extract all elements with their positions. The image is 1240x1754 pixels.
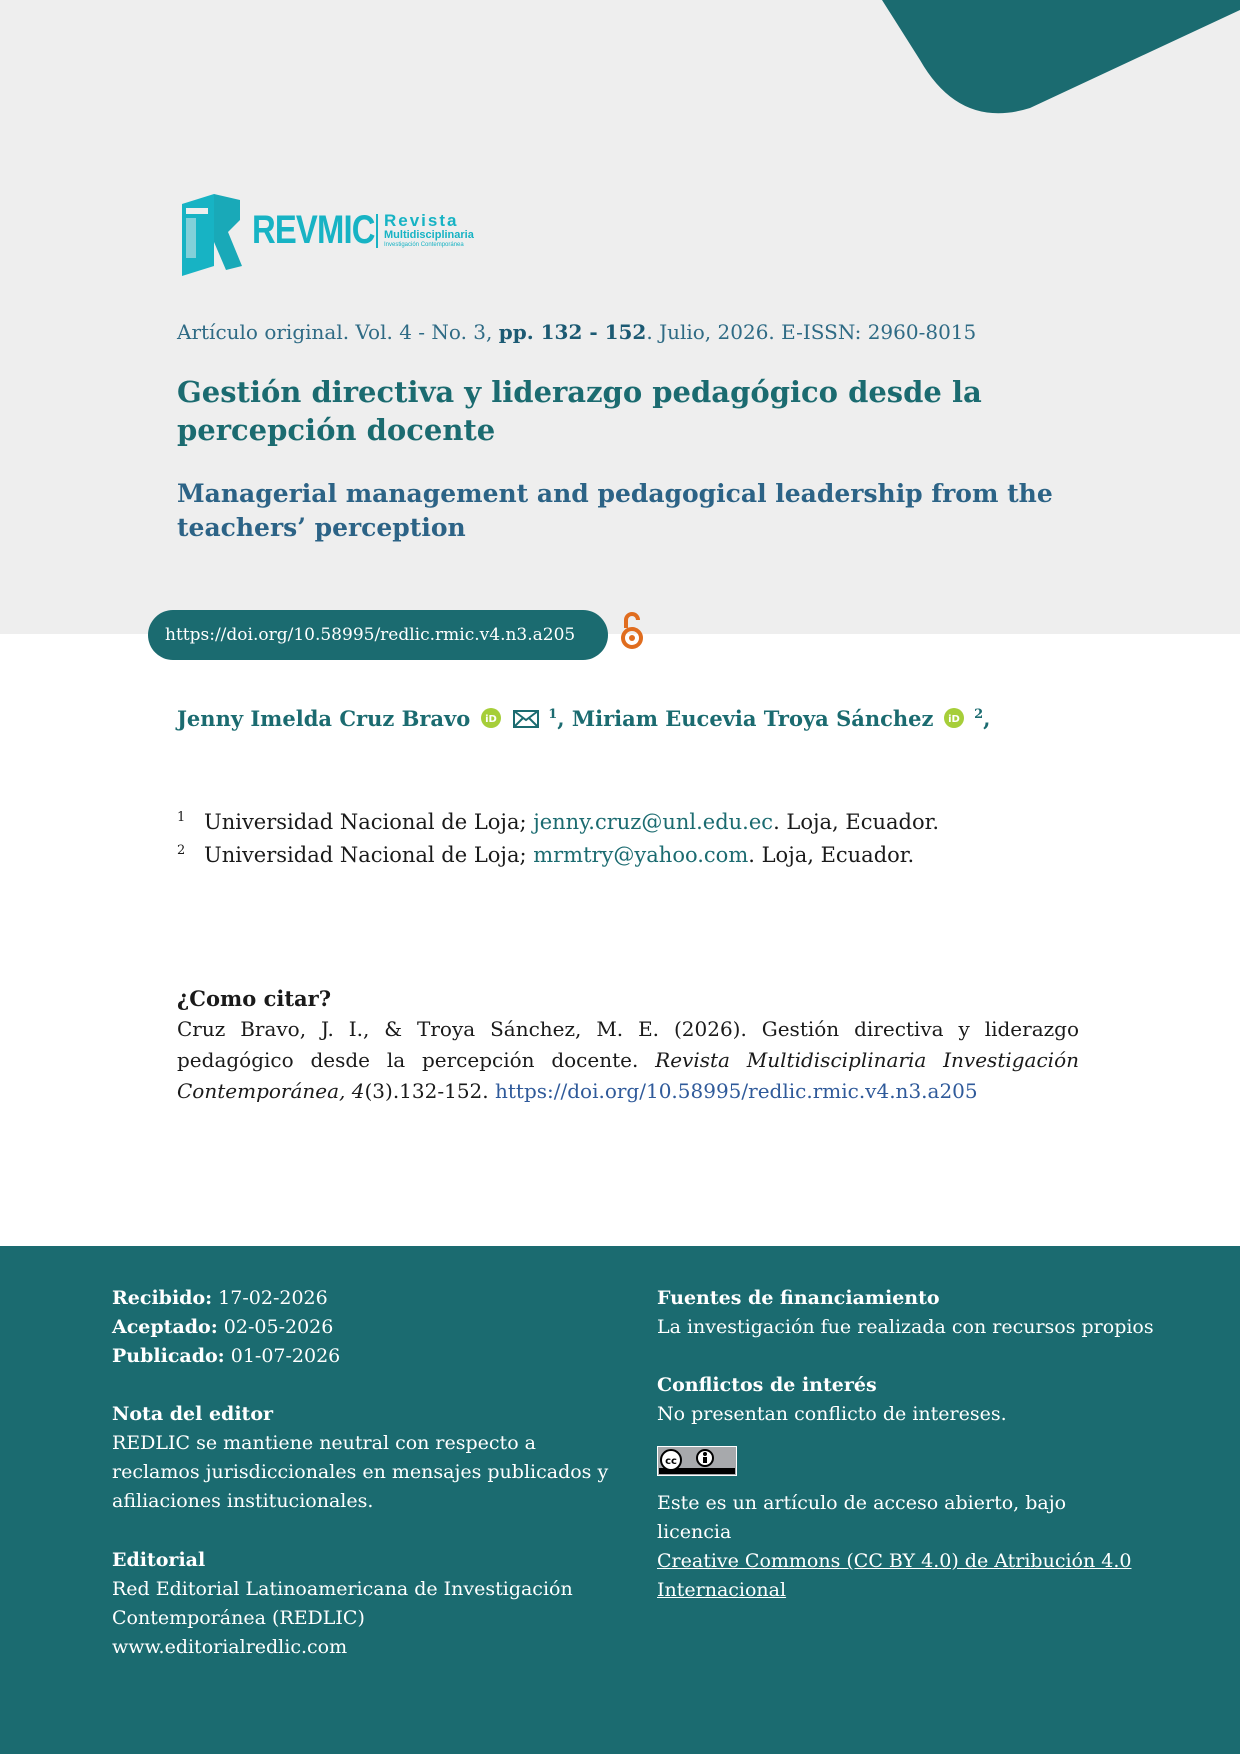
journal-logo <box>180 190 490 280</box>
corner-decoration <box>0 0 1240 120</box>
editor-note-heading: Nota del editor <box>112 1403 273 1425</box>
accepted-date <box>112 1313 340 1342</box>
logo-divider <box>376 214 378 248</box>
conflict-block <box>657 1371 1157 1429</box>
affil-inst: Universidad Nacional de Loja; <box>204 810 534 834</box>
editorial-line: Red Editorial Latinoamericana de Investigación <box>112 1578 573 1600</box>
email-icon[interactable] <box>513 708 539 733</box>
funding-block <box>657 1284 1157 1342</box>
cite-body <box>177 1014 1079 1107</box>
received-date <box>112 1284 340 1313</box>
editor-note-text: REDLIC se mantiene neutral con respecto a reclamos jurisdiccionales en mensajes publicados y afiliaciones institucionales. <box>112 1432 609 1512</box>
license-link[interactable]: Creative Commons (CC BY 4.0) de Atribución 4.0 Internacional <box>657 1550 1132 1601</box>
editorial-heading: Editorial <box>112 1549 206 1571</box>
cite-heading: ¿Como citar? <box>177 986 332 1011</box>
cc-by-icon <box>657 1446 737 1476</box>
funding-text: La investigación fue realizada con recursos propios <box>657 1316 1154 1338</box>
dates-block <box>112 1284 340 1371</box>
cc-by-badge[interactable] <box>657 1446 737 1480</box>
cite-text: Cruz Bravo, J. I., & Troya Sánchez, M. E. (2026). Gestión directiva y liderazgo pedagógico desde la percepción docente. <box>177 1017 1079 1072</box>
license-block <box>657 1489 1137 1605</box>
received-value: 17-02-2026 <box>212 1287 328 1309</box>
cite-doi-link[interactable]: https://doi.org/10.58995/redlic.rmic.v4.n3.a205 <box>495 1079 978 1103</box>
conflict-heading: Conflictos de interés <box>657 1374 877 1396</box>
svg-text:iD: iD <box>947 714 960 725</box>
published-value: 01-07-2026 <box>224 1345 341 1367</box>
logo-line-revista: Revista <box>384 211 459 230</box>
editorial-block <box>112 1546 573 1662</box>
cite-issue: (3).132-152. <box>364 1079 495 1103</box>
title-spanish: Gestión directiva y liderazgo pedagógico desde la percepción docente <box>177 375 982 447</box>
article-meta <box>177 320 976 344</box>
affil-inst: Universidad Nacional de Loja; <box>204 843 534 867</box>
author-sup: 2 <box>974 707 984 722</box>
logo-subtitle <box>384 212 474 249</box>
accepted-value: 02-05-2026 <box>217 1316 334 1338</box>
open-access-icon <box>618 610 646 650</box>
logo-line-invest: Investigación Contemporánea <box>384 242 464 248</box>
svg-text:cc: cc <box>665 1456 677 1467</box>
received-label: Recibido: <box>112 1287 213 1309</box>
conflict-text: No presentan conflicto de intereses. <box>657 1403 1007 1425</box>
meta-suffix: . Julio, 2026. E-ISSN: 2960-8015 <box>646 320 977 344</box>
doi-link[interactable]: https://doi.org/10.58995/redlic.rmic.v4.n3.a205 <box>148 610 608 660</box>
title-english: Managerial management and pedagogical leadership from the teachers’ perception <box>177 479 1053 542</box>
affil-place: . Loja, Ecuador. <box>748 843 915 867</box>
logo-wordmark: REVMIC <box>252 208 375 252</box>
affiliation-1 <box>177 810 939 834</box>
orcid-icon[interactable] <box>943 707 965 734</box>
svg-text:iD: iD <box>484 714 497 725</box>
accepted-label: Aceptado: <box>112 1316 218 1338</box>
author-name: Miriam Eucevia Troya Sánchez <box>571 706 934 731</box>
published-label: Publicado: <box>112 1345 225 1367</box>
affil-email-link[interactable]: mrmtry@yahoo.com <box>533 843 749 867</box>
editor-note-block <box>112 1400 612 1516</box>
logo-line-multi: Multidisciplinaria <box>384 229 474 241</box>
affil-num: 1 <box>177 810 186 825</box>
author-list: Jenny Imelda Cruz Bravo iD $^1$, Miriam Eucevia Troya Sánchez iD $^2$, <box>177 706 990 734</box>
cite-journal: Revista Multidisciplinaria Investigación Contemporánea, 4 <box>177 1048 1079 1103</box>
author-name: Jenny Imelda Cruz Bravo <box>177 706 471 731</box>
affiliation-2 <box>177 843 914 867</box>
book-logo-icon <box>180 190 244 278</box>
meta-prefix: Artículo original. Vol. 4 - No. 3, <box>177 320 499 344</box>
editorial-website-link[interactable]: www.editorialredlic.com <box>112 1636 348 1658</box>
editorial-line: Contemporánea (REDLIC) <box>112 1607 365 1629</box>
affil-email-link[interactable]: jenny.cruz@unl.edu.ec <box>533 810 774 834</box>
orcid-icon[interactable] <box>480 707 502 734</box>
affil-place: . Loja, Ecuador. <box>773 810 940 834</box>
author-sup: 1 <box>548 707 558 722</box>
funding-heading: Fuentes de financiamiento <box>657 1287 940 1309</box>
published-date <box>112 1342 340 1371</box>
footer-panel <box>0 1246 1240 1754</box>
affil-num: 2 <box>177 843 186 858</box>
license-text: Este es un artículo de acceso abierto, bajo licencia <box>657 1492 1067 1543</box>
meta-pages: pp. 132 - 152 <box>498 320 647 344</box>
